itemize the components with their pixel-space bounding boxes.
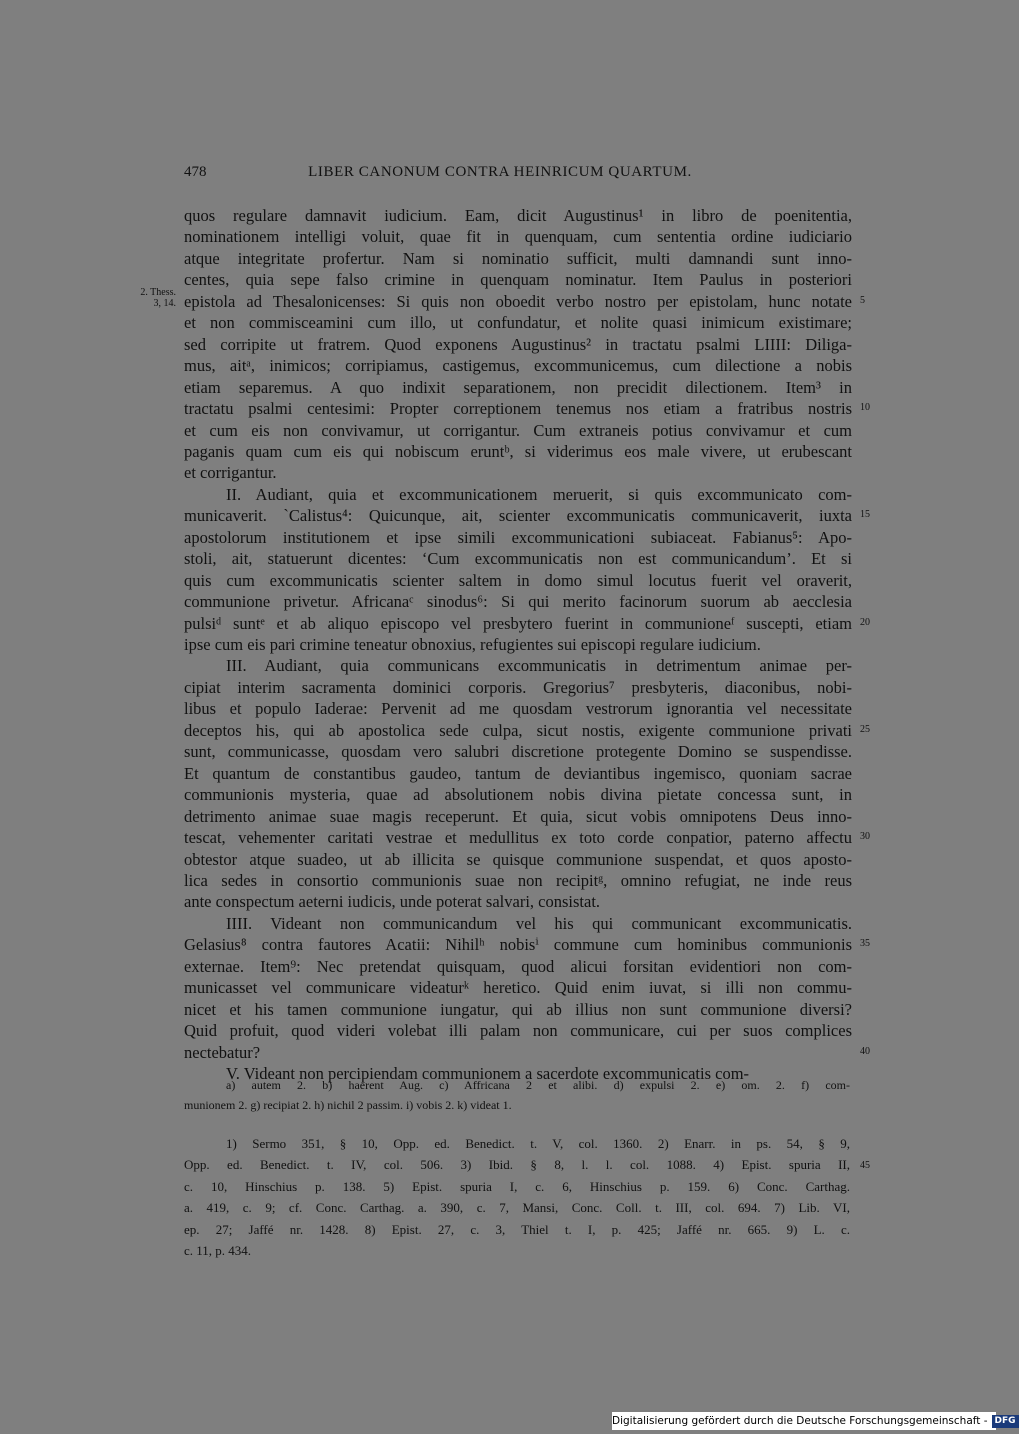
text-line: tractatu psalmi centesimi: Propter correptionem tenemus nos etiam a fratribus nostris [184,399,852,419]
line-number: 5 [860,294,865,306]
text-line: tescat, vehementer caritati vestrae et medullitus ex toto corde conpatior, paterno affectu [184,828,852,848]
text-line: cipiat interim sacramenta dominici corporis. Gregorius⁷ presbyteris, diaconibus, nobi- [184,677,852,697]
text-line: ipse cum eis pari crimine teneatur obnoxius, refugientes sui episcopi regulare iudicium. [184,635,761,654]
text-line: Quid profuit, quod videri volebat illi palam non communicare, cui per suos complices [184,1021,852,1041]
page-number: 478 [184,164,207,180]
line-number: 35 [860,938,870,950]
running-header [0,164,1000,186]
text-line: libus et populo Iaderae: Pervenit ad me quosdam vestrorum ignorantia vel necessitate [184,699,852,719]
source-note-line: Opp. ed. Benedict. t. IV, col. 506. 3) Ibid. § 8, l. l. col. 1088. 4) Epist. spuria II, [184,1157,850,1173]
credit-text: Digitalisierung gefördert durch die Deutsche Forschungsgemeinschaft - [612,1415,988,1427]
text-line: municaverit. `Calistus⁴: Quicunque, ait, scienter excommunicatis communicaverit, iuxta [184,506,852,526]
line-number: 30 [860,831,870,843]
text-line: III. Audiant, quia communicans excommunicatis in detrimentum animae per- [226,656,852,676]
text-line: II. Audiant, quia et excommunicationem meruerit, si quis excommunicato com- [226,484,852,504]
text-line: deceptos his, qui ab apostolica sede culpa, sicut nostis, exigente communione privati [184,720,852,740]
text-line: sed corripite ut fratrem. Quod exponens Augustinus² in tractatu psalmi LIIII: Diliga- [184,334,852,354]
source-note-line: ep. 27; Jaffé nr. 1428. 8) Epist. 27, c. 3, Thiel t. I, p. 425; Jaffé nr. 665. 9) L. c. [184,1221,850,1237]
line-number: 25 [860,723,870,735]
margin-reference-line: 2. Thess. [140,287,176,298]
text-line: IIII. Videant non communicandum vel his qui communicant excommunicatis. [226,913,852,933]
text-line: Gelasius⁸ contra fautores Acatii: Nihilʰ nobisⁱ commune cum hominibus communionis [184,935,852,955]
text-line: lica sedes in consortio communionis suae non recipitᵍ, omnino refugiat, ne inde reus [184,870,852,890]
line-number: 40 [860,1045,870,1057]
text-line: et cum eis non convivamur, ut corrigantur. Cum extraneis potius convivamur et cum [184,420,852,440]
text-line: etiam separemus. A quo indixit separationem, non precidit dilectionem. Item³ in [184,377,852,397]
margin-reference [128,287,176,309]
digitization-credit [612,1412,1016,1430]
text-line: V. Videant non percipiendam communionem a sacerdote excommunicatis com- [226,1064,750,1083]
text-line: nicet et his tamen communione iungatur, qui ab illius non sunt communione diversi? [184,999,852,1019]
text-line: nominationem intelligi voluit, quae fit in quenquam, cum sententia ordine iudiciario [184,227,852,247]
text-line: epistola ad Thesalonicenses: Si quis non oboedit verbo nostro per epistolam, hunc notate [184,291,852,311]
text-line: pulsiᵈ suntᵉ et ab aliquo episcopo vel presbytero fuerint in communioneᶠ suscepti, etiam [184,613,852,633]
variant-note-line: munionem 2. g) recipiat 2. h) nichil 2 passim. i) vobis 2. k) videat 1. [184,1098,512,1112]
line-number: 10 [860,402,870,414]
text-line: communionis mysteria, quae ad absolutionem nobis divina pietate concessa sunt, in [184,785,852,805]
source-note-line: c. 11, p. 434. [184,1243,252,1258]
text-line: et non commisceamini cum illo, ut confundatur, et nolite quasi inimicum existimare; [184,313,852,333]
running-title: LIBER CANONUM CONTRA HEINRICUM QUARTUM. [308,164,692,180]
line-number: 20 [860,616,870,628]
margin-reference-line: 3, 14. [153,298,176,309]
text-line: communione privetur. Africanaᶜ sinodus⁶: Si qui merito facinorum suorum ab aecclesia [184,592,852,612]
text-line: obtestor atque suadeo, ut ab illicita se quisque communione suspendat, et quos aposto- [184,849,852,869]
text-line: stoli, ait, statuerunt dicentes: ‘Cum excommunicatis non est communicandum’. Et si [184,549,852,569]
text-line: mus, aitᵃ, inimicos; corripiamus, castigemus, excommunicemus, cum dilectione a nobis [184,356,852,376]
source-note-line: c. 10, Hinschius p. 138. 5) Epist. spuria I, c. 6, Hinschius p. 159. 6) Conc. Carthag. [184,1178,850,1194]
text-line: apostolorum institutionem et ipse simili excommunicationi subiaceat. Fabianus⁵: Apo- [184,527,852,547]
source-note-line: a. 419, c. 9; cf. Conc. Carthag. a. 390, c. 7, Mansi, Conc. Coll. t. III, col. 694. 7) Lib. VI, [184,1200,850,1216]
text-line: externae. Item⁹: Nec pretendat quisquam, quod alicui forsitan evidentiori non com- [184,956,852,976]
text-line: nectebatur? [184,1042,261,1062]
text-line: et corrigantur. [184,463,277,483]
text-line: ante conspectum aeterni iudicis, unde poterat salvari, consistat. [184,892,601,912]
text-line: quis cum excommunicatis scienter saltem in domo simul locutus fuerit vel oraverit, [184,570,852,590]
variant-note-line: a) autem 2. b) haerent Aug. c) Affricana 2 et alibi. d) expulsi 2. e) om. 2. f) com- [226,1078,850,1092]
text-line: centes, quia sepe falso crimine in quenquam nominatur. Item Paulus in posteriori [184,270,852,290]
text-line: atque integritate profertur. Nam si nominatio sufficit, multi damnandi sunt inno- [184,248,852,268]
text-line: municasset vel communicare videaturᵏ heretico. Quid enim iuvat, si illi non commu- [184,978,852,998]
line-number: 15 [860,509,870,521]
text-line: quos regulare damnavit iudicium. Eam, dicit Augustinus¹ in libro de poenitentia, [184,206,852,225]
text-line: sunt, communicasse, quosdam vero salubri discretione protegente Domino se suspendisse. [184,742,852,762]
text-line: detrimento animae suae magis receperunt. Et quia, sicut vobis omnipotens Deus inno- [184,806,852,826]
dfg-logo: DFG [992,1415,1019,1428]
source-line-number: 45 [860,1160,870,1171]
source-note-line: 1) Sermo 351, § 10, Opp. ed. Benedict. t. V, col. 1360. 2) Enarr. in ps. 54, § 9, [226,1136,850,1151]
text-line: Et quantum de constantibus gaudeo, tantum de deviantibus ingemisco, quoniam sacrae [184,763,852,783]
text-line: paganis quam cum eis qui nobiscum eruntᵇ, si viderimus eos male vivere, ut erubescant [184,441,852,461]
